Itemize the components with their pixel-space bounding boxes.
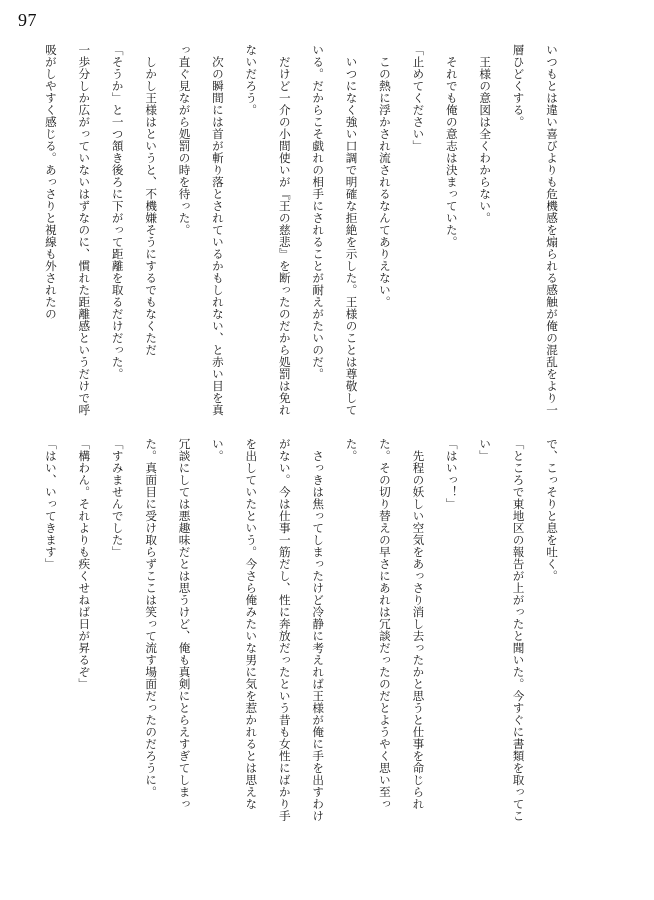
paragraph: いつもとは違い喜びよりも危機感を煽られる感触が俺の混乱をより一層ひどくする。 [511,44,559,416]
paragraph: 次の瞬間には首が斬り落とされているかもしれない、と赤い目を真っ直ぐ見ながら処罰の時を待った。 [177,44,225,416]
paragraph: それでも俺の意志は決まっていた。 [444,55,459,248]
paragraph: 一歩分しか広がっていないはずなのに、慣れた距離感というだけで呼吸がしやすく感じる。あっさりと視線も外されたの [43,44,92,416]
page-number: 97 [18,10,37,30]
paragraph: 王様の意図は全くわからない。 [478,55,493,224]
paragraph: この熱に浮かされ流されるなんてありえない。 [377,55,392,308]
dialogue-line: 「止めてください」 [411,44,426,152]
text-block-upper [43,44,568,420]
paragraph: さっきは焦ってしまったけど冷静に考えれば王様が俺に手を出すわけがない。今は仕事一筋だし、性に奔放だったという昔も女性にばかり手を出していたという。今さら俺みたいな男に気を惹かれるとは思えない。 [210,438,326,822]
paragraph: で、こっそりと息を吐く。 [545,438,559,582]
dialogue-line: 「構わん。それよりも疾くせねば日が昇るぞ」 [77,438,92,690]
text-block-lower [43,438,568,833]
paragraph: だけど一介の小間使いが『王の慈悲』を断ったのだから処罰は免れないだろう。 [244,44,292,416]
paragraph: 先程の妖しい空気をあっさり消し去ったかと思うと仕事を命じられた。その切り替えの早さにあれは冗談だったのだとようやく思い至った。 [344,438,426,810]
dialogue-line: 「はい、いってきます」 [43,438,58,570]
dialogue-line: 「ところで東地区の報告が上がったと聞いた。今すぐに書類を取ってこい」 [478,438,526,822]
paragraph: 冗談にしては悪趣味だとは思うけど、俺も真剣にとらえすぎてしまった。真面目に受け取らずここは笑って流す場面だったのだろうに。 [144,438,192,810]
dialogue-line: 「はいっ！」 [444,438,459,510]
dialogue-line: 「すみませんでした」 [110,438,125,558]
paragraph: しかし王様はというと、不機嫌そうにするでもなくただ [144,55,159,356]
dialogue-line: 「そうか」と一つ頷き後ろに下がって距離を取るだけだった。 [110,44,125,380]
paragraph: いつになく強い口調で明確な拒絶を示した。王様のことは尊敬している。だからこそ戯れの相手にされることが耐えがたいのだ。 [311,44,359,416]
